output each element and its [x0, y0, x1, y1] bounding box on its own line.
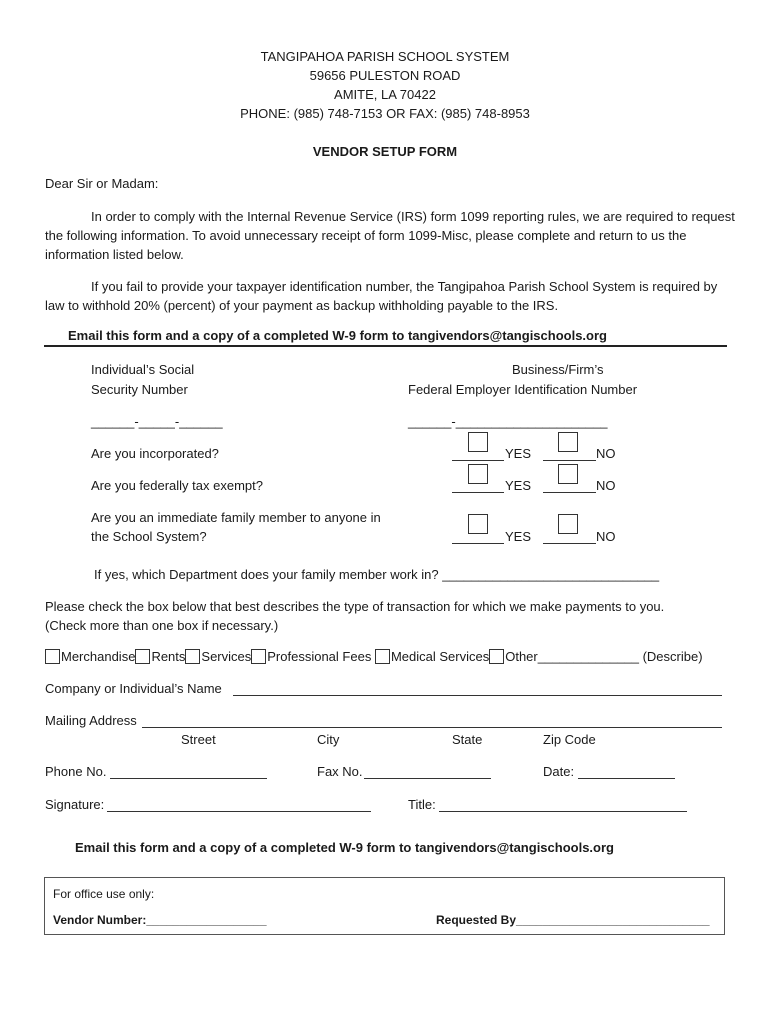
tax-exempt-no-checkbox[interactable] — [558, 464, 578, 484]
question-tax-exempt: Are you federally tax exempt? — [91, 478, 263, 493]
question-family-member-line1: Are you an immediate family member to anyone in — [91, 510, 381, 525]
no-underline — [543, 492, 596, 493]
office-use-box — [44, 877, 725, 935]
title-label: Title: — [408, 797, 436, 812]
question-family-member-line2: the School System? — [91, 529, 207, 544]
vendor-number-input[interactable]: __________________ — [146, 913, 267, 927]
professional-fees-option[interactable] — [251, 649, 371, 664]
city-sublabel: City — [317, 732, 340, 747]
phone-label: Phone No. — [45, 764, 107, 779]
ssn-label-line1: Individual’s Social — [91, 362, 195, 377]
yes-underline — [452, 492, 504, 493]
title-input[interactable] — [439, 811, 687, 812]
date-label: Date: — [543, 764, 575, 779]
incorporated-yes-checkbox[interactable] — [468, 432, 488, 452]
email-notice-top: Email this form and a copy of a completed W-9 form to tangivendors@tangischools.org — [68, 328, 607, 343]
fein-label-line2: Federal Employer Identification Number — [408, 382, 638, 397]
state-sublabel: State — [452, 732, 483, 747]
professional-fees-checkbox[interactable] — [251, 649, 266, 664]
department-question[interactable]: If yes, which Department does your family member work in? ______________________________ — [94, 567, 660, 582]
no-label: NO — [596, 529, 616, 544]
other-label: Other — [505, 649, 538, 664]
salutation: Dear Sir or Madam: — [45, 176, 159, 191]
ssn-input[interactable]: ______-_____-______ — [91, 414, 223, 429]
merchandise-checkbox[interactable] — [45, 649, 60, 664]
fax-label: Fax No. — [317, 764, 363, 779]
yes-label: YES — [505, 446, 532, 461]
phone-input[interactable] — [110, 778, 267, 779]
requested-by-field[interactable] — [436, 913, 710, 927]
fein-label-line1: Business/Firm’s — [512, 362, 604, 377]
divider — [44, 345, 727, 347]
professional-fees-label: Professional Fees — [267, 649, 372, 664]
other-checkbox[interactable] — [489, 649, 504, 664]
yes-underline — [452, 543, 504, 544]
tax-exempt-yes-checkbox[interactable] — [468, 464, 488, 484]
paragraph-withholding: If you fail to provide your taxpayer identification number, the Tangipahoa Parish School System is required by law to withhold 20% (percent) of your payment as backup withholding payable to the IRS. — [45, 279, 718, 313]
yes-label: YES — [505, 478, 532, 493]
mailing-address-label: Mailing Address — [45, 713, 137, 728]
family-member-no-checkbox[interactable] — [558, 514, 578, 534]
company-name-input[interactable] — [233, 695, 722, 696]
transaction-instructions-line1: Please check the box below that best describes the type of transaction for which we make payments to you. — [45, 599, 665, 614]
paragraph-1099: In order to comply with the Internal Revenue Service (IRS) form 1099 reporting rules, we are required to request the following information. To avoid unnecessary receipt of form 1099-Misc, please complete and return to us the information listed below. — [45, 209, 735, 262]
requested-by-input[interactable]: _____________________________ — [516, 913, 710, 927]
signature-input[interactable] — [107, 811, 371, 812]
org-street: 59656 PULESTON ROAD — [309, 68, 461, 83]
date-input[interactable] — [578, 778, 675, 779]
zip-sublabel: Zip Code — [543, 732, 596, 747]
street-sublabel: Street — [181, 732, 216, 747]
requested-by-label: Requested By — [436, 913, 517, 927]
ssn-label-line2: Security Number — [91, 382, 188, 397]
no-label: NO — [596, 446, 616, 461]
merchandise-option[interactable] — [45, 649, 135, 664]
services-option[interactable] — [185, 649, 251, 664]
fein-input[interactable]: ______-_____________________ — [408, 414, 608, 429]
office-use-heading: For office use only: — [53, 887, 155, 901]
describe-label: (Describe) — [642, 649, 703, 664]
fax-input[interactable] — [364, 778, 491, 779]
other-option[interactable] — [489, 649, 538, 664]
rents-option[interactable] — [135, 649, 185, 664]
form-title: VENDOR SETUP FORM — [312, 144, 458, 159]
services-label: Services — [201, 649, 252, 664]
org-contact: PHONE: (985) 748-7153 OR FAX: (985) 748-8953 — [240, 106, 530, 121]
medical-services-option[interactable] — [375, 649, 489, 664]
yes-label: YES — [505, 529, 532, 544]
other-describe-input[interactable]: ______________ — [537, 649, 639, 664]
family-member-yes-checkbox[interactable] — [468, 514, 488, 534]
yes-underline — [452, 460, 504, 461]
merchandise-label: Merchandise — [61, 649, 136, 664]
company-name-label: Company or Individual’s Name — [45, 681, 222, 696]
vendor-number-label: Vendor Number: — [53, 913, 147, 927]
services-checkbox[interactable] — [185, 649, 200, 664]
incorporated-no-checkbox[interactable] — [558, 432, 578, 452]
org-name: TANGIPAHOA PARISH SCHOOL SYSTEM — [260, 49, 510, 64]
transaction-instructions-line2: (Check more than one box if necessary.) — [45, 618, 279, 633]
vendor-number-field[interactable] — [53, 913, 267, 927]
no-underline — [543, 543, 596, 544]
medical-services-checkbox[interactable] — [375, 649, 390, 664]
question-incorporated: Are you incorporated? — [91, 446, 219, 461]
mailing-address-input[interactable] — [142, 727, 722, 728]
transaction-type-row — [45, 649, 703, 664]
signature-label: Signature: — [45, 797, 105, 812]
rents-checkbox[interactable] — [135, 649, 150, 664]
org-city: AMITE, LA 70422 — [334, 87, 436, 102]
medical-services-label: Medical Services — [390, 649, 490, 664]
email-notice-bottom: Email this form and a copy of a completed W-9 form to tangivendors@tangischools.org — [75, 840, 614, 855]
no-underline — [543, 460, 596, 461]
no-label: NO — [596, 478, 616, 493]
rents-label: Rents — [151, 649, 186, 664]
